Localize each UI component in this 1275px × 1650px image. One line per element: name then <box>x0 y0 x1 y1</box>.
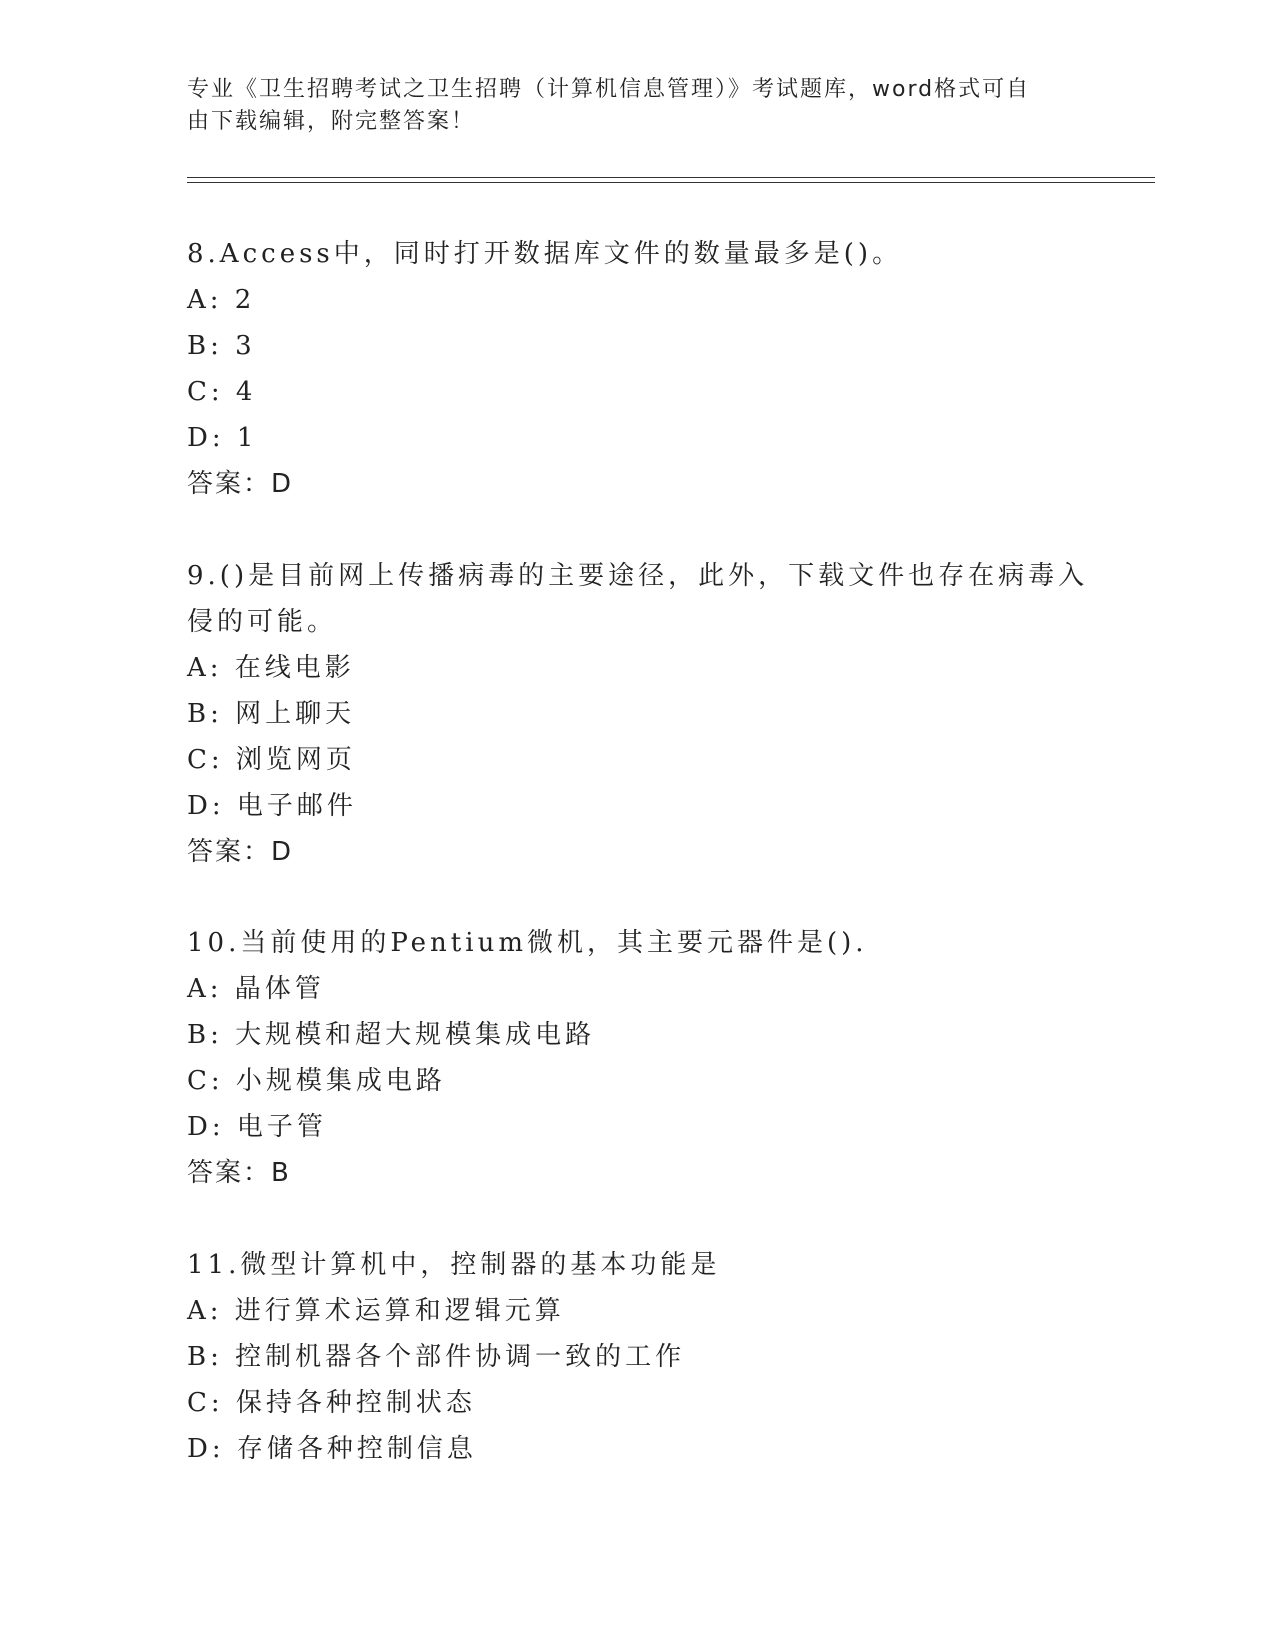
option-d: D: 电子邮件 <box>187 791 357 821</box>
document-header <box>187 74 1067 138</box>
option-b: B: 大规模和超大规模集成电路 <box>187 1020 596 1050</box>
option-c: C: 4 <box>187 377 257 407</box>
option-b: B: 控制机器各个部件协调一致的工作 <box>187 1342 686 1372</box>
question-9 <box>187 553 1087 875</box>
option-a: A: 在线电影 <box>187 653 355 683</box>
answer: 答案：D <box>187 469 294 499</box>
option-c: C: 小规模集成电路 <box>187 1066 446 1096</box>
header-divider-bottom <box>187 182 1155 183</box>
answer: 答案：B <box>187 1158 291 1188</box>
question-10 <box>187 920 1087 1196</box>
header-line-1: 专业《卫生招聘考试之卫生招聘（计算机信息管理）》考试题库，word格式可自 <box>187 77 1031 102</box>
option-c: C: 浏览网页 <box>187 745 356 775</box>
option-d: D: 电子管 <box>187 1112 327 1142</box>
question-stem: 10.当前使用的Pentium微机，其主要元器件是(). <box>187 928 868 958</box>
option-a: A: 2 <box>187 285 256 315</box>
answer: 答案：D <box>187 837 294 867</box>
option-c: C: 保持各种控制状态 <box>187 1388 476 1418</box>
header-divider-top <box>187 177 1155 178</box>
option-a: A: 进行算术运算和逻辑元算 <box>187 1296 565 1326</box>
option-a: A: 晶体管 <box>187 974 325 1004</box>
question-stem: 8.Access中，同时打开数据库文件的数量最多是()。 <box>187 239 903 269</box>
question-stem-continued: 侵的可能。 <box>187 607 338 637</box>
option-b: B: 网上聊天 <box>187 699 356 729</box>
question-stem: 9.()是目前网上传播病毒的主要途径，此外，下载文件也存在病毒入 <box>187 561 1089 591</box>
option-b: B: 3 <box>187 331 256 361</box>
option-d: D: 1 <box>187 423 258 453</box>
option-d: D: 存储各种控制信息 <box>187 1434 477 1464</box>
question-stem: 11.微型计算机中，控制器的基本功能是 <box>187 1250 721 1280</box>
question-8 <box>187 231 1087 507</box>
header-line-2: 由下载编辑，附完整答案！ <box>187 109 476 134</box>
question-11 <box>187 1242 1087 1472</box>
